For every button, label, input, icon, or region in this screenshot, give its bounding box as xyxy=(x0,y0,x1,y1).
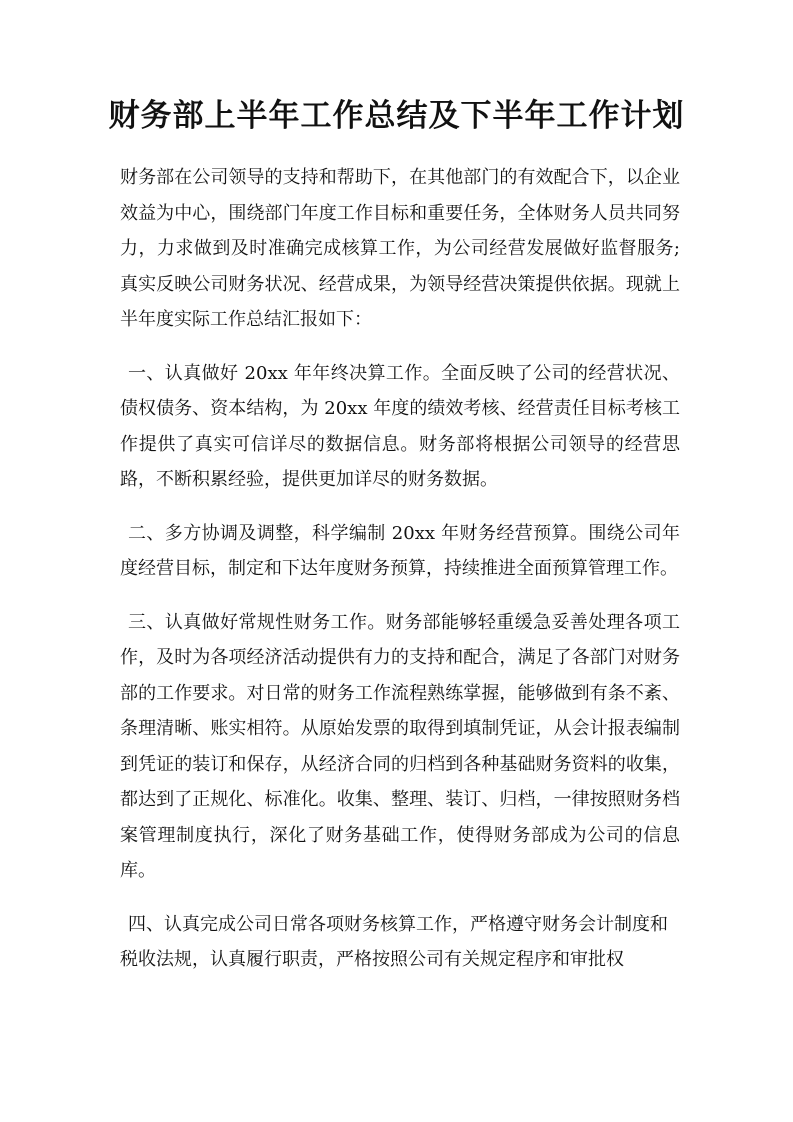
paragraph-intro: 财务部在公司领导的支持和帮助下，在其他部门的有效配合下，以企业效益为中心，围绕部门年度工作目标和重要任务，全体财务人员共同努力，力求做到及时准确完成核算工作，为公司经营发展做好监督服务;真实反映公司财务状况、经营成果，为领导经营决策提供依据。现就上半年度实际工作总结汇报如下： xyxy=(120,167,680,330)
paragraph-item-3: 三、认真做好常规性财务工作。财务部能够轻重缓急妥善处理各项工作，及时为各项经济活动提供有力的支持和配合，满足了各部门对财务部的工作要求。对日常的财务工作流程熟练掌握，能够做到有条不紊、条理清晰、账实相符。从原始发票的取得到填制凭证，从会计报表编制到凭证的装订和保存，从经济合同的归档到各种基础财务资料的收集，都达到了正规化、标准化。收集、整理、装订、归档，一律按照财务档案管理制度执行，深化了财务基础工作，使得财务部成为公司的信息库。 xyxy=(120,611,680,881)
paragraph-item-4: 四、认真完成公司日常各项财务核算工作，严格遵守财务会计制度和税收法规，认真履行职责，严格按照公司有关规定程序和审批权 xyxy=(120,913,668,970)
paragraph-item-1: 一、认真做好 20xx 年年终决算工作。全面反映了公司的经营状况、债权债务、资本结构，为 20xx 年度的绩效考核、经营责任目标考核工作提供了真实可信详尽的数据信息。财务部将根据公司领导的经营思路，不断积累经验，提供更加详尽的财务数据。 xyxy=(120,362,680,490)
document-body xyxy=(120,160,680,996)
document-title: 财务部上半年工作总结及下半年工作计划 xyxy=(108,98,685,134)
paragraph-item-2: 二、多方协调及调整，科学编制 20xx 年财务经营预算。围绕公司年度经营目标，制定和下达年度财务预算，持续推进全面预算管理工作。 xyxy=(120,522,680,579)
